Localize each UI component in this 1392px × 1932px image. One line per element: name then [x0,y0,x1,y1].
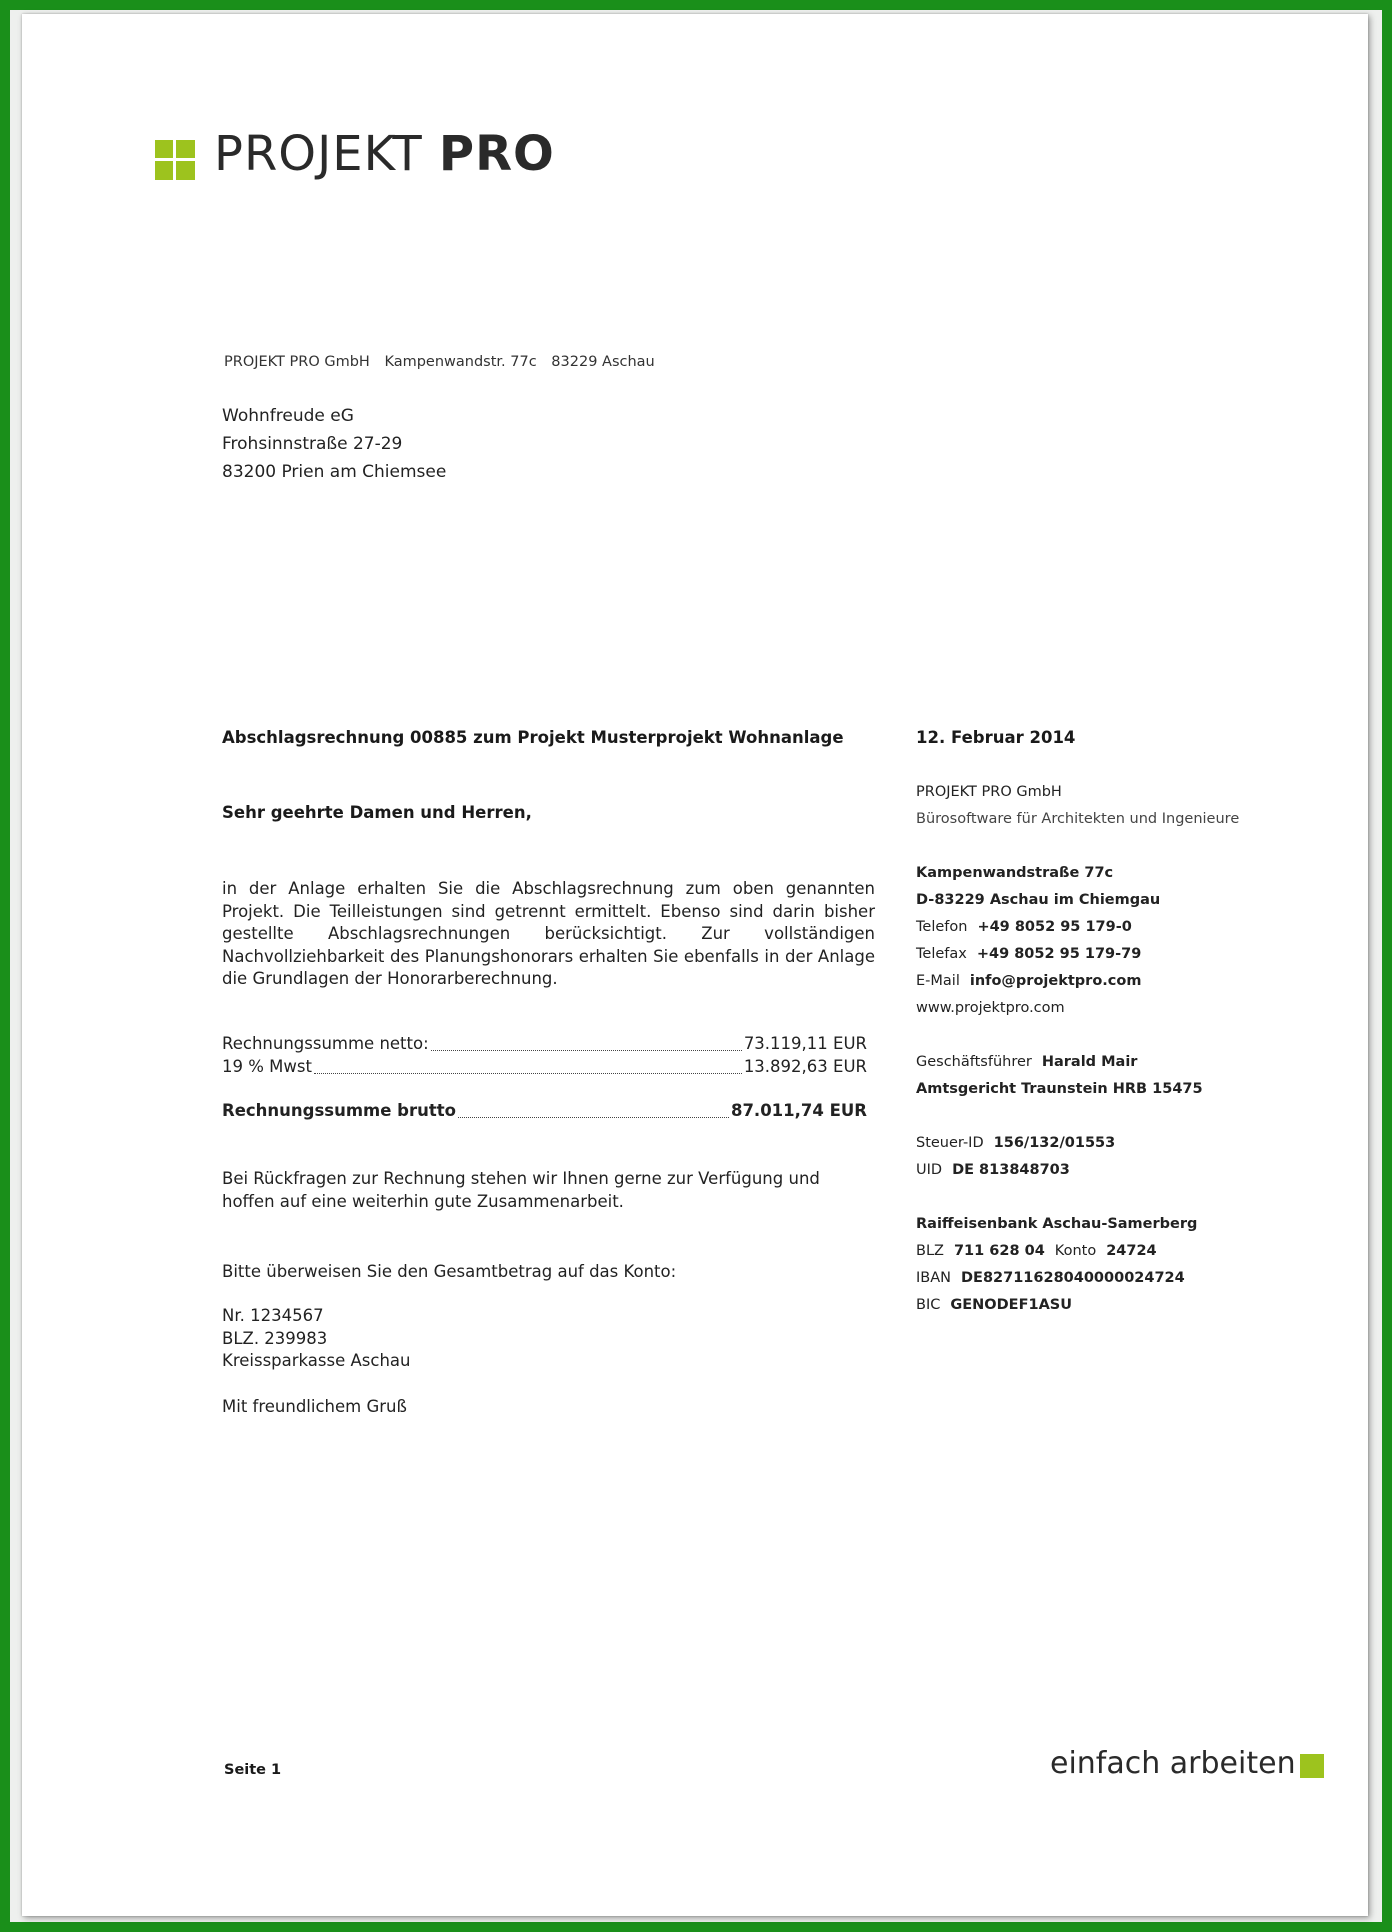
page-number: Seite 1 [224,1762,282,1778]
logo-wordmark: PROJEKT PRO [214,126,555,182]
transfer-paragraph: Bitte überweisen Sie den Gesamtbetrag auf das Konto: [222,1262,677,1281]
slogan: einfach arbeiten [1050,1746,1296,1781]
salutation: Sehr geehrte Damen und Herren, [222,803,532,822]
questions-paragraph: Bei Rückfragen zur Rechnung stehen wir Ihnen gerne zur Verfügung und hoffen auf eine weiterhin gute Zusammenarbeit. [222,1169,820,1211]
bank-account: Nr. 1234567 BLZ. 239983 Kreissparkasse Aschau [222,1306,411,1370]
email-link[interactable]: info@projektpro.com [969,973,1142,989]
closing: Mit freundlichem Gruß [222,1397,407,1416]
letter-subject: Abschlagsrechnung 00885 zum Projekt Musterprojekt Wohnanlage [222,728,844,747]
net-sum-row: Rechnungssumme netto: 73.119,11 EUR [222,1034,867,1053]
company-info: PROJEKT PRO GmbH Bürosoftware für Architekten und Ingenieure Kampenwandstraße 77c D-83229 Aschau im Chiemgau Telefon +49 8052 95 179-0 Telefax +49 8052 95 179-79 E-Mail info@projektpro.com www.projektpro.com Geschäftsführer Harald Mair Amtsgericht Traunstein HRB 15475 Steuer-ID 156/132/01553 UID DE 813848703 Raiffeisenbank Aschau-Samerberg BLZ 711 628 04 Konto 24724 IBAN DE82711628040000024724 BIC GENODEF1ASU [916,784,1240,1313]
gross-sum-row: Rechnungssumme brutto 87.011,74 EUR [222,1101,867,1120]
website-link[interactable]: www.projektpro.com [916,1000,1065,1016]
recipient-address: Wohnfreude eG Frohsinnstraße 27-29 83200 Prien am Chiemsee [222,406,447,482]
slogan-square-icon [1300,1754,1324,1778]
letter-page [22,14,1368,1916]
logo-squares-icon [155,140,195,180]
letter-date: 12. Februar 2014 [916,728,1076,747]
sender-address-line: PROJEKT PRO GmbH Kampenwandstr. 77c 83229 Aschau [224,354,655,370]
vat-row: 19 % Mwst 13.892,63 EUR [222,1057,867,1076]
intro-paragraph: in der Anlage erhalten Sie die Abschlagsrechnung zum oben genannten Projekt. Die Teilleistungen sind getrennt ermittelt. Ebenso sind darin bisher gestellte Abschlagsrechnungen berücksichtigt. Zur vollständigen Nachvollziehbarkeit des Planungshonorars erhalten Sie ebenfalls in der Anlage die Grundlagen der Honorarberechnung. [222,879,875,988]
